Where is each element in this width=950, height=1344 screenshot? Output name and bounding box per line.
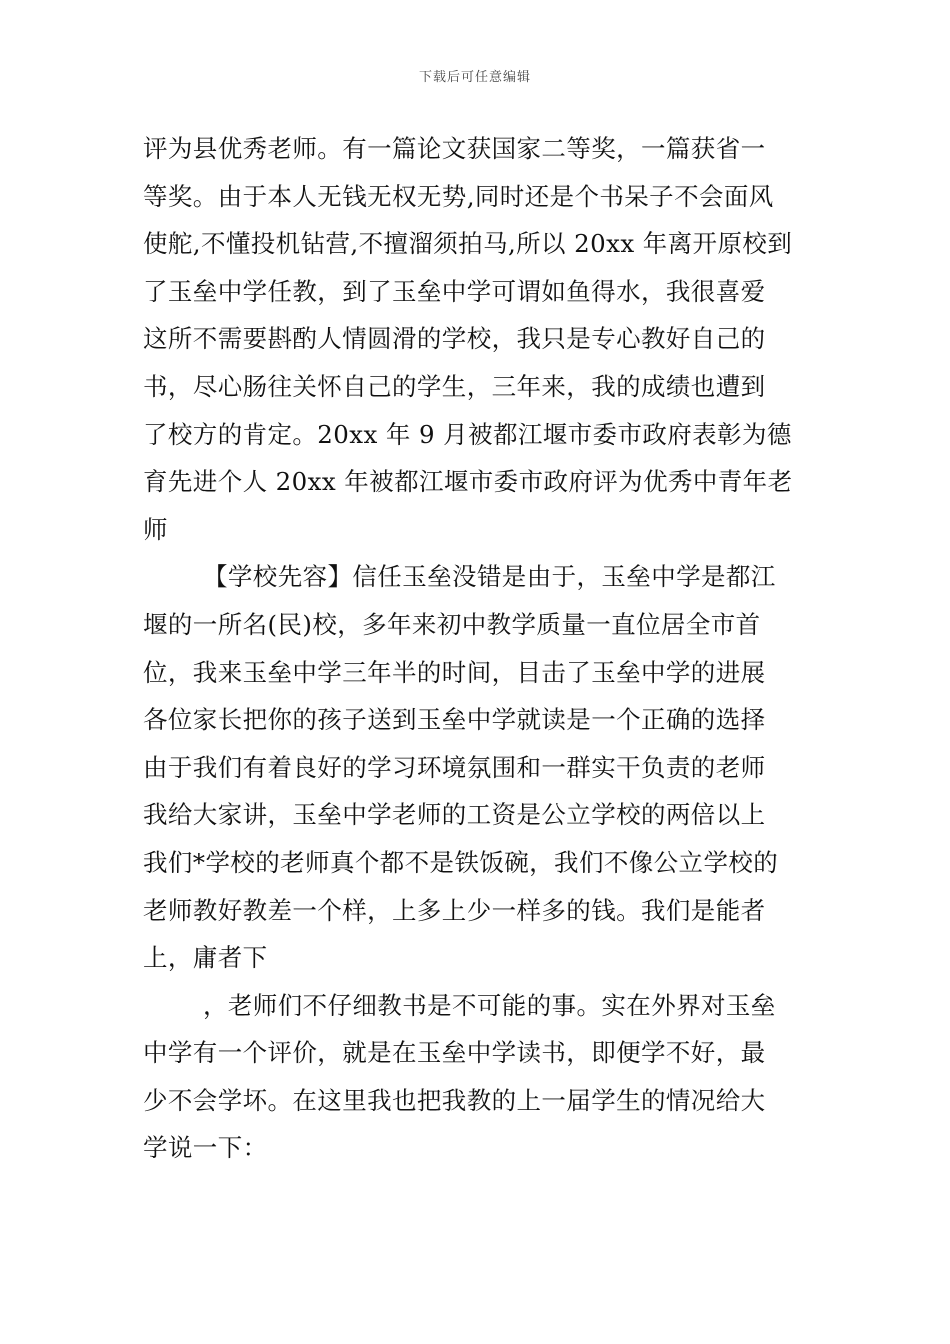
text-line: 师	[143, 514, 168, 544]
text-line: 评为县优秀老师。有一篇论文获国家二等奖，一篇获省一	[143, 134, 766, 163]
paragraph-1	[143, 125, 811, 553]
text-line: 老师教好教差一个样，上多上少一样多的钱。我们是能者	[143, 895, 766, 925]
text-line: 位，我来玉垒中学三年半的时间，目击了玉垒中学的进展	[143, 657, 766, 687]
text-line: 育先进个人 20xx 年被都江堰市委市政府评为优秀中青年老	[143, 467, 793, 497]
text-line: 了校方的肯定。20xx 年 9 月被都江堰市委市政府表彰为德	[143, 419, 792, 449]
text-line: 学说一下：	[143, 1133, 268, 1163]
page-header: 下载后可任意编辑	[418, 70, 531, 85]
document-body	[143, 125, 811, 1172]
paragraph-2	[143, 553, 811, 981]
text-line: 这所不需要斟酌人情圆滑的学校，我只是专心教好自己的	[143, 324, 766, 354]
text-line: 堰的一所名(民)校，多年来初中教学质量一直位居全市首	[143, 609, 761, 639]
text-line: 各位家长把你的孩子送到玉垒中学就读是一个正确的选择	[143, 705, 766, 735]
paragraph-3	[143, 982, 811, 1172]
text-line: 书，尽心肠往关怀自己的学生，三年来，我的成绩也遭到	[143, 371, 766, 401]
text-line: 中学有一个评价，就是在玉垒中学读书，即便学不好，最	[143, 1038, 766, 1068]
text-line: 上，庸者下	[143, 943, 268, 973]
text-line: 由于我们有着良好的学习环境氛围和一群实干负责的老师	[143, 752, 766, 782]
text-line: 我给大家讲，玉垒中学老师的工资是公立学校的两倍以上	[143, 800, 766, 830]
text-line: 等奖。由于本人无钱无权无势,同时还是个书呆子不会面风	[143, 181, 774, 211]
text-line: 了玉垒中学任教，到了玉垒中学可谓如鱼得水，我很喜爱	[143, 276, 766, 306]
text-line: 我们*学校的老师真个都不是铁饭碗，我们不像公立学校的	[143, 847, 779, 877]
text-line: 使舵,不懂投机钻营,不擅溜须拍马,所以 20xx 年离开原校到	[143, 229, 793, 259]
text-line: 【学校先容】信任玉垒没错是由于，玉垒中学是都江	[203, 562, 776, 592]
text-line: ，老师们不仔细教书是不可能的事。实在外界对玉垒	[203, 990, 776, 1020]
text-line: 少不会学坏。在这里我也把我教的上一届学生的情况给大	[143, 1085, 766, 1115]
